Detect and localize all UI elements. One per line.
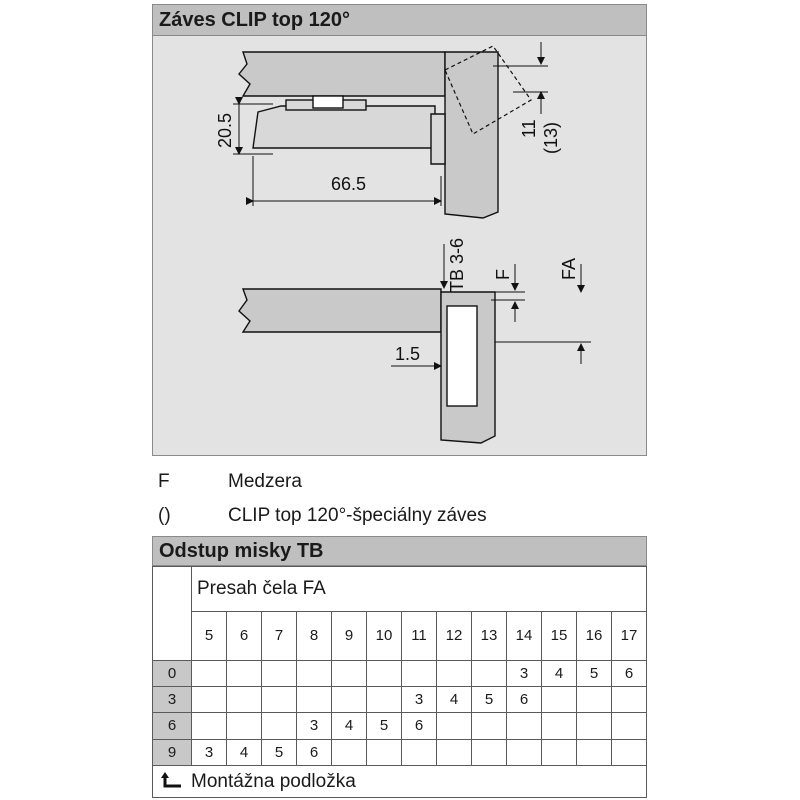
table-cell: 4: [437, 686, 472, 712]
table-cell: [262, 713, 297, 739]
upper-door: [445, 52, 498, 218]
legend-row-parentheses: [158, 505, 487, 527]
table-cell: 5: [577, 660, 612, 686]
table-cell: [332, 739, 367, 765]
table-cell: 4: [227, 739, 262, 765]
table-cell: [332, 660, 367, 686]
table-cell: [577, 739, 612, 765]
table-cell: [542, 713, 577, 739]
table-cell: [437, 713, 472, 739]
table-cell: [542, 739, 577, 765]
table-cell: [437, 739, 472, 765]
table-cell: [612, 713, 647, 739]
table-cell: [612, 739, 647, 765]
dim-66-5-label: 66.5: [331, 174, 367, 194]
hinge-drawing-svg: [153, 36, 648, 456]
table-cell: [402, 739, 437, 765]
hinge-cup: [431, 114, 445, 164]
dim-11-label: 11: [519, 119, 539, 138]
table-cell: 3: [297, 713, 332, 739]
table-cell: 4: [542, 660, 577, 686]
column-header: 10: [367, 612, 402, 660]
table-cell: [297, 686, 332, 712]
return-arrow-icon: [153, 772, 191, 792]
column-header: 5: [192, 612, 227, 660]
dim-20-5-label: 20.5: [215, 112, 235, 148]
table-cell: [262, 660, 297, 686]
table-cell: [472, 660, 507, 686]
column-header: 6: [227, 612, 262, 660]
column-header: 8: [297, 612, 332, 660]
table-cell: [367, 660, 402, 686]
table-cell: [472, 713, 507, 739]
dim-fa-label: FA: [559, 257, 579, 280]
hinge-arm: [253, 106, 435, 148]
table-row: [153, 713, 647, 739]
table-cell: [472, 739, 507, 765]
legend-row-f: [158, 471, 302, 493]
table-cell: [227, 713, 262, 739]
lower-side-panel: [239, 289, 441, 332]
table-cell: [297, 660, 332, 686]
column-header: 12: [437, 612, 472, 660]
table-cell: [402, 660, 437, 686]
table-cell: 6: [297, 739, 332, 765]
column-header: 16: [577, 612, 612, 660]
table-corner: [153, 567, 192, 661]
dim-f-label: F: [493, 269, 513, 280]
table-cell: 5: [262, 739, 297, 765]
dim-tb-label: TB 3-6: [447, 237, 467, 292]
section-title-table: Odstup misky TB: [152, 536, 647, 566]
table-cell: 6: [612, 660, 647, 686]
table-cell: [577, 713, 612, 739]
table-cell: [542, 686, 577, 712]
table-cell: [507, 739, 542, 765]
table-cell: [612, 686, 647, 712]
table-cell: 3: [192, 739, 227, 765]
table-cell: [227, 686, 262, 712]
table-cell: [577, 686, 612, 712]
column-header: 14: [507, 612, 542, 660]
table-cell: [437, 660, 472, 686]
table-cell: [332, 686, 367, 712]
table-cell: [262, 686, 297, 712]
table-cell: [367, 686, 402, 712]
table-cell: [192, 660, 227, 686]
table-row: [153, 739, 647, 765]
table-cell: 5: [367, 713, 402, 739]
column-header: 15: [542, 612, 577, 660]
row-header: 3: [153, 686, 192, 712]
table-cell: 3: [507, 660, 542, 686]
legend-text: CLIP top 120°-špeciálny záves: [228, 505, 487, 526]
legend-key: F: [158, 471, 170, 492]
column-header: 17: [612, 612, 647, 660]
table-cell: 6: [402, 713, 437, 739]
legend-key: (): [158, 505, 171, 526]
section-title-hinge: Záves CLIP top 120°: [152, 4, 647, 36]
table-cell: 4: [332, 713, 367, 739]
table-cell: 6: [507, 686, 542, 712]
lower-cup-slot: [447, 306, 477, 406]
column-header: 11: [402, 612, 437, 660]
dim-1-5-label: 1.5: [395, 344, 421, 364]
upper-side-panel: [239, 52, 445, 96]
row-header: 0: [153, 660, 192, 686]
table-cell: 3: [402, 686, 437, 712]
table-cell: [507, 713, 542, 739]
table-cell: [192, 686, 227, 712]
dim-13-label: (13): [541, 121, 561, 154]
table-cell: [192, 713, 227, 739]
column-header: 7: [262, 612, 297, 660]
row-header: 9: [153, 739, 192, 765]
table-row: [153, 660, 647, 686]
table-row: [153, 686, 647, 712]
presah-header: Presah čela FA: [192, 567, 647, 612]
row-header: 6: [153, 713, 192, 739]
table-cell: 5: [472, 686, 507, 712]
technical-drawing: [152, 36, 647, 456]
table-footer: [152, 766, 647, 798]
tb-table: [152, 566, 647, 798]
column-header: 13: [472, 612, 507, 660]
footer-label: Montážna podložka: [191, 770, 356, 792]
column-header: 9: [332, 612, 367, 660]
legend-text: Medzera: [228, 471, 302, 492]
table-cell: [367, 739, 402, 765]
table-cell: [227, 660, 262, 686]
